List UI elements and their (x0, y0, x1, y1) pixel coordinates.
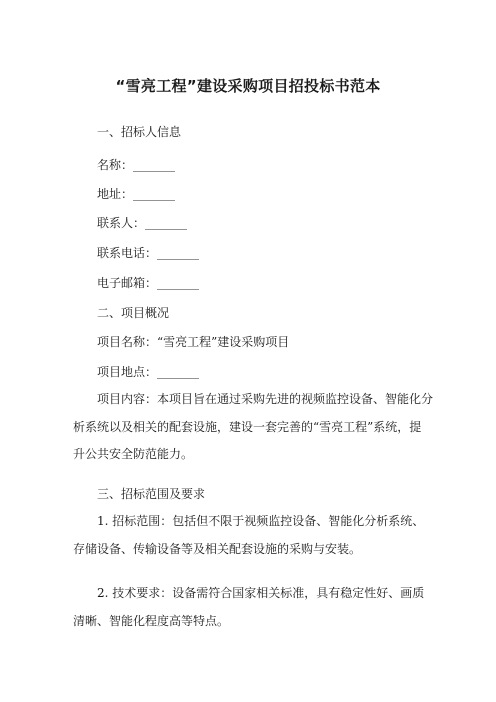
paragraph-line: 升公共安全防范能力。 (73, 447, 194, 461)
tenderer-contact-field: 联系人：_______ (97, 216, 188, 230)
paragraph-line: 析系统以及相关的配套设施，建设一套完善的“雪亮工程”系统，提 (73, 419, 422, 434)
tenderer-email-field: 电子邮箱：_______ (97, 276, 200, 290)
section-heading-project-overview: 二、项目概况 (97, 306, 170, 320)
tenderer-address-field: 地址：_______ (97, 187, 176, 201)
technical-requirements-paragraph (73, 580, 425, 635)
project-location-field: 项目地点：_______ (97, 365, 200, 379)
paragraph-line: 2. 技术要求：设备需符合国家相关标准，具有稳定性好、画质 (97, 586, 425, 600)
project-name-line: 项目名称：“雪亮工程”建设采购项目 (97, 335, 290, 349)
paragraph-line: 1. 招标范围：包括但不限于视频监控设备、智能化分析系统、 (97, 514, 425, 528)
project-content-paragraph (73, 386, 434, 469)
scope-item-paragraph (73, 508, 425, 563)
paragraph-line: 存储设备、传输设备等及相关配套设施的采购与安装。 (73, 541, 362, 556)
tenderer-name-field: 名称：_______ (97, 158, 176, 172)
tenderer-phone-field: 联系电话：_______ (97, 246, 200, 260)
paragraph-line: 项目内容：本项目旨在通过采购先进的视频监控设备、智能化分 (97, 392, 434, 406)
section-heading-scope-requirements: 三、招标范围及要求 (97, 487, 206, 501)
paragraph-line: 清晰、智能化程度高等特点。 (73, 613, 230, 628)
section-heading-tenderer-info: 一、招标人信息 (97, 125, 182, 139)
document-title: “雪亮工程”建设采购项目招投标书范本 (115, 77, 381, 95)
